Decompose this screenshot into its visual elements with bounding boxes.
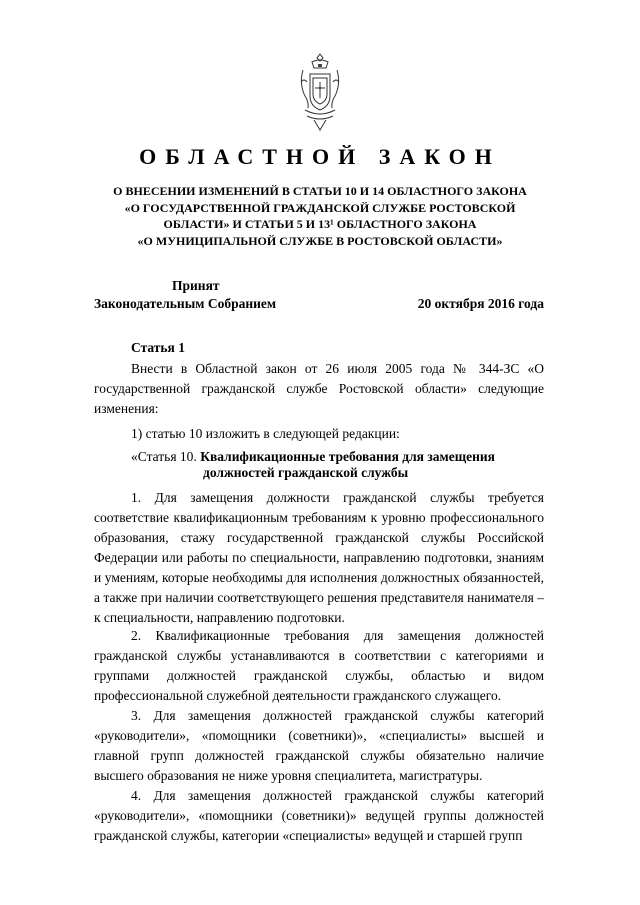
quoted-article-title-line2: должностей гражданской службы	[203, 465, 409, 480]
adopted-by-label: Законодательным Собранием	[94, 296, 277, 311]
document-type-heading: ОБЛАСТНОЙ ЗАКОН	[139, 144, 501, 169]
clause-paragraph-4: 4. Для замещения должностей гражданской службы категорий «руководители», «помощники (советники)» ведущей группы должностей гражданской службы, категории «специалисты» ведущей и старшей групп	[94, 788, 544, 843]
law-title-line: О ВНЕСЕНИИ ИЗМЕНЕНИЙ В СТАТЬИ 10 И 14 ОБЛАСТНОГО ЗАКОНА	[113, 184, 527, 198]
adopted-label: Принят	[172, 278, 220, 293]
quoted-article-number: «Статья 10.	[131, 449, 197, 464]
article-heading: Статья 1	[131, 340, 185, 355]
quoted-article-title-line1: Квалификационные требования для замещения	[200, 449, 495, 464]
amendment-item-1: 1) статью 10 изложить в следующей редакции:	[131, 426, 400, 441]
adoption-date: 20 октября 2016 года	[417, 296, 544, 311]
article-intro-paragraph: Внести в Областной закон от 26 июля 2005 года № 344-ЗС «О государственной гражданской службе Ростовской области» следующие изменения:	[94, 361, 544, 416]
law-title-line: «О МУНИЦИПАЛЬНОЙ СЛУЖБЕ В РОСТОВСКОЙ ОБЛАСТИ»	[137, 233, 503, 248]
clause-paragraph-1: 1. Для замещения должности гражданской службы требуется соответствие квалификационным требованиям к уровню профессионального образования, стажу государственной гражданской службы Российской Федерации или работы по специальности, направлению подготовки, знаниям и умениям, которые необходимы для исполнения должностных обязанностей, а также при наличии соответствующего решения представителя нанимателя – к специальности, направлению подготовки.	[94, 490, 544, 625]
law-title-line: «О ГОСУДАРСТВЕННОЙ ГРАЖДАНСКОЙ СЛУЖБЕ РОСТОВСКОЙ	[124, 200, 516, 215]
clause-paragraph-2: 2. Квалификационные требования для замещения должностей гражданской службы устанавливаются в соответствии с категориями и группами должностей гражданской службы, областью и видом профессиональной служебной деятельности гражданского служащего.	[94, 628, 544, 703]
coat-of-arms-emblem	[297, 52, 343, 134]
law-title-line: ОБЛАСТИ» И СТАТЬИ 5 И 13¹ ОБЛАСТНОГО ЗАКОНА	[163, 217, 477, 231]
clause-paragraph-3: 3. Для замещения должностей гражданской службы категорий «руководители», «помощники (советники)», «специалисты» высшей и главной групп должностей гражданской службы обязательно наличие высшего образования не ниже уровня специалитета, магистратуры.	[94, 708, 544, 783]
law-title	[95, 183, 545, 249]
quoted-article-heading	[131, 449, 551, 481]
